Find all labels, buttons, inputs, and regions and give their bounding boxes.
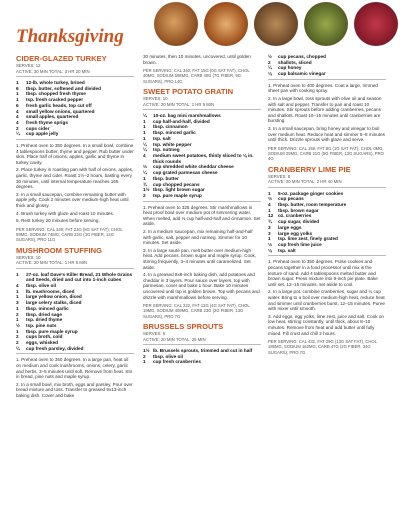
turkey-photo — [154, 2, 198, 46]
ingredient: 2 shallots, sliced — [268, 59, 312, 65]
ingredient: 1 5-oz. package ginger cookies — [268, 190, 344, 196]
ingredient: 1½ lb. Brussels sprouts, trimmed and cut in half — [143, 348, 253, 354]
ingredient: ¼ tsp. white pepper — [143, 141, 192, 147]
ingredient: 1 tbsp. minced garlic — [16, 305, 69, 311]
ingredient-list — [143, 348, 261, 365]
ingredient: 6 tbsp. butter, softened and divided — [16, 85, 102, 91]
divider — [268, 255, 386, 256]
ingredient: ½ cup pecans, chopped — [268, 54, 326, 59]
ingredient: 1 tbsp. pure maple syrup — [16, 328, 78, 334]
ingredient: 1 tbsp. brown sugar — [268, 207, 319, 213]
ingredient: 2 eggs, whisked — [16, 340, 59, 346]
ingredient: 1 12-lb. whole turkey, brined — [16, 80, 85, 85]
divider — [268, 187, 386, 188]
direction-step: 2. Place turkey in roasting pan with half of onions, apples, garlic, thyme and cider. Roast 1½–2 hours, basting every 30 minutes, until internal temperature reaches 165 degrees. — [16, 167, 134, 190]
direction-step: 30 minutes, then 10 minutes, uncovered, until golden brown. — [143, 54, 251, 65]
direction-step: 1. Preheat oven to 350 degrees. Pulse cookies and pecans together in a food processor until mix is the texture of sand. Add 4 tablespoons melted butter and brown sugar. Press mixture into 9-inch pie plate. Bake until set, 12–15 minutes, set aside to cool. — [268, 259, 378, 287]
ingredient: 1 27-oz. loaf Dave's Killer Bread, 21 Whole Grains and Seeds, dried and cut into 1-inch cubes — [16, 271, 133, 283]
recipe-serves: SERVES: 12 — [16, 63, 41, 68]
nutrition-info: PER SERVING: CAL 222, FAT 12G (4G SAT FAT), CHOL 19MG, SODIUM 409MG, CARB 23G (2G FIBER, 13G SUGARS), PRO 7G — [143, 303, 250, 319]
ingredient: 4 small yellow onions, quartered — [16, 108, 95, 114]
recipe-title: MUSHROOM STUFFING — [16, 245, 103, 255]
header-photos — [146, 0, 400, 48]
column-1 — [16, 54, 134, 401]
nutrition-info: PER SERVING: CAL 349; FAT 23G (8G SAT FAT); CHOL 59MG, SODIUM 74MG; CARB 32G (3G FIBER, 14G SUGARS), PRO 11G — [16, 226, 123, 243]
ingredient: 6 fresh garlic heads, top cut off — [16, 102, 92, 108]
ingredient: 1 tsp. dried thyme — [16, 317, 63, 323]
recipe-title: CRANBERRY LIME PIE — [268, 164, 351, 174]
nutrition-info: PER SERVING: CAL 340, FAT 15G (0G SAT FAT), CHOL 40MG, SODIUM 598MG, CARB 40G (7G FIBER, 9G SUGARS), PRO 14G — [143, 68, 250, 84]
recipe-serves: SERVES: 10 — [143, 96, 168, 102]
ingredient: 1 cup half-and-half, divided — [143, 118, 210, 124]
sprouts-photo — [304, 2, 348, 46]
nutrition-info: PER SERVING: CAL 159, FAT 8G (1G SAT FAT), CHOL 0MG, SODIUM 29MG, CARB 21G (5G FIBER, 13G SUGARS), PRO 4G — [268, 145, 384, 162]
divider — [16, 353, 134, 354]
ingredient: ¼ tsp. nutmeg — [143, 147, 180, 153]
ingredient: 1 cup fresh cranberries — [143, 359, 201, 365]
divider — [143, 109, 261, 110]
ingredient: 4 tbsp. butter, room temperature — [268, 202, 347, 208]
divider — [143, 344, 261, 345]
ingredient: 4 small apples, quartered — [16, 114, 79, 120]
ingredient: 1 large yellow onion, diced — [16, 294, 82, 300]
page-title: Thanksgiving — [16, 26, 124, 47]
ingredient-list — [16, 80, 134, 137]
ingredient-list — [143, 113, 261, 199]
ingredient: 1 tsp. lime zest, finely grated — [268, 236, 338, 242]
ingredient: 1 tbsp. minced garlic — [143, 130, 196, 136]
direction-step: 1. Preheat oven to 350 degrees. In a large pan, heat oil on medium and cook mushrooms, onions, celery, garlic and herbs, 3–5 minutes until soft. Remove from heat. Stir in bread, pine nuts and maple syrup. — [16, 357, 133, 380]
recipe-serves: SERVES: 10 — [16, 254, 41, 260]
ingredient: 2 cups cider — [16, 125, 50, 131]
ingredient: 1 tsp. fresh cracked pepper — [16, 97, 84, 103]
ingredient: 4 tbsp. olive oil — [16, 283, 56, 289]
direction-step: 5. Rest turkey 20 minutes before serving. — [16, 218, 100, 224]
divider — [16, 76, 134, 77]
ingredient: ¼ 10-oz. bag mini marshmallows — [143, 113, 221, 119]
direction-step: 1. Preheat oven to 325 degrees. Stir marshmallows in heat proof bowl over medium pot of simmering water. When melted, add ⅓ cup half-and-half and cinnamon. Set aside. — [143, 204, 261, 227]
ingredient: ¾ cup sugar, divided — [268, 219, 320, 225]
column-2 — [143, 54, 261, 365]
stuffing-photo — [254, 2, 298, 46]
ingredient: ⅛ tsp. salt — [268, 247, 296, 253]
recipe-time: ACTIVE: 20 MIN TOTAL: 1 HR 5 MIN — [16, 260, 88, 266]
ingredient: ¼ cup fresh parsley, divided — [16, 345, 84, 351]
divider — [16, 268, 134, 269]
ingredient: ⅔ cup pecans — [268, 196, 304, 202]
direction-step: 2. In a large bowl, toss sprouts with olive oil and season with salt and pepper. Transfer to pan and roast 10 minutes. Stir sprouts before adding cranberries, pecans and shallots. Roast 10–15 minutes until cranberries are bursting. — [268, 96, 382, 124]
direction-step: 3. In a large sauté pan, melt butter over medium-high heat. Add pecans, brown sugar and maple syrup. Cook, stirring frequently, 3–4 minutes until caramelized. Set aside. — [143, 247, 257, 270]
ingredient: ⅔ cup shredded white cheddar cheese — [143, 164, 234, 170]
direction-step: 1. Preheat oven to 400 degrees. Coat a large, rimmed sheet pan with cooking spray. — [268, 82, 378, 94]
recipe-time: ACTIVE: 20 MIN TOTAL: 2 HR 40 MIN — [268, 179, 342, 185]
direction-step: 1. Preheat oven to 350 degrees. In a small bowl, combine 4 tablespoons butter, thyme and pepper. Rub butter under skin. Place half of onions, apples, garlic and thyme in turkey cavity. — [16, 143, 134, 165]
recipe-serves: SERVES: 8 — [268, 173, 291, 179]
recipe-serves: SERVES: 6 — [143, 331, 166, 337]
ingredient: ¾ cup chopped pecans — [143, 181, 200, 187]
ingredient: 4 fresh thyme sprigs — [16, 119, 68, 125]
ingredient: 12 oz. cranberries — [268, 213, 312, 219]
ingredient: 2 cups broth, cold — [16, 334, 63, 340]
ingredient-list — [16, 272, 134, 352]
ingredient: 4 medium sweet potatoes, thinly sliced to ⅛ in. thick rounds — [143, 153, 254, 164]
ingredient: ⅛ cup balsamic vinegar — [268, 71, 326, 77]
divider — [143, 201, 261, 202]
ingredient-list — [268, 191, 386, 254]
recipe-time: ACTIVE: 30 MIN TOTAL: 3 HR 20 MIN — [16, 68, 90, 74]
direction-step: 2. In a large pot, combine cranberries, sugar and ¼ cup water. Bring to a boil over medium-high heat, reduce heat and simmer until cranberries burst, 12–15 minutes. Puree with mixer until smooth. — [268, 289, 385, 312]
ingredient: 3 large celery stalks, diced — [16, 300, 82, 306]
ingredient-list — [268, 54, 386, 77]
ingredient: 1 tbsp. cinnamon — [143, 124, 188, 130]
divider — [16, 139, 134, 140]
ingredient: ¼ cup honey — [268, 65, 302, 71]
ingredient: 2 tsp. pure maple syrup — [143, 192, 202, 198]
ingredient: 1 tsp. salt — [143, 135, 171, 141]
column-3 — [268, 54, 386, 358]
casserole-photo — [204, 2, 248, 46]
ingredient: ¼ cup grated parmesan cheese — [143, 170, 218, 176]
ingredient: 1 tbsp. butter — [143, 175, 179, 181]
ingredient: 3 large eggs — [268, 224, 302, 230]
recipe-time: ACTIVE: 20 MIN TOTAL: 1 HR 5 MIN — [143, 101, 215, 107]
direction-step: 2. In a medium saucepan, mix remaining half-and-half with garlic, salt, pepper and nutmeg. Simmer for 10 minutes. Set aside. — [143, 229, 253, 246]
pie-photo — [354, 2, 398, 46]
direction-step: 3. Add eggs, egg yolks, lime zest, juice and salt. Cook on low heat, stirring constantly, until thick, about 8–10 minutes. Remove from heat and add butter until fully mixed. Fill crust and chill 2 hours. — [268, 313, 384, 336]
nutrition-info: PER SERVING: CAL 432, FAT 29G (13G SAT FAT), CHOL 185MG, SODIUM 162MG, CARB 47G (2G FIBER, 34G SUGARS), PRO 7G — [268, 339, 377, 355]
ingredient: 1 tbsp. chopped fresh thyme — [16, 91, 86, 97]
divider — [268, 79, 386, 80]
ingredient: 1½ tbsp. light brown sugar — [143, 187, 205, 193]
direction-step: 3. In a small saucepan, combine remaining butter with apple jelly. Cook 2 minutes over medium-high heat until thick and glossy. — [16, 191, 129, 208]
direction-step: 2. In a small bowl, mix broth, eggs and parsley. Pour over bread mixture and toss. Transfer to greased 9x13-inch baking dish. Cover and bake — [16, 381, 133, 399]
ingredient: 3 large egg yolks — [268, 230, 313, 236]
recipe-title: SWEET POTATO GRATIN — [143, 87, 234, 97]
recipe-title: CIDER-GLAZED TURKEY — [16, 54, 107, 63]
ingredient: 2 tbsp. dried sage — [16, 311, 62, 317]
recipe-time: ACTIVE: 20 MIN TOTAL: 25 MIN — [143, 336, 206, 342]
recipe-title: BRUSSELS SPROUTS — [143, 322, 224, 332]
direction-step: 4. In a greased 8x8-inch baking dish, add potatoes and cheddar in 3 layers. Pour sauce over layers, top with parmesan, cover and bake 1 hour. Bake 10 minutes uncovered until top is golden brown. Top with pecans and drizzle with marshmallows before serving. — [143, 272, 260, 300]
ingredient: ½ tsp. pine nuts — [16, 322, 57, 328]
ingredient: ¼ cup apple jelly — [16, 131, 59, 137]
ingredient: 2 tbsp. olive oil — [143, 353, 183, 359]
direction-step: 3. In a small saucepan, bring honey and vinegar to boil over medium heat. Reduce heat and simmer 5–8 minutes until thick. Drizzle sprouts with glaze and serve. — [268, 125, 385, 143]
ingredient: ⅓ cup fresh lime juice — [268, 241, 322, 247]
ingredient: 1 lb. mushrooms, diced — [16, 288, 75, 294]
direction-step: 4. Brush turkey with glaze and roast 10 minutes. — [16, 210, 115, 216]
